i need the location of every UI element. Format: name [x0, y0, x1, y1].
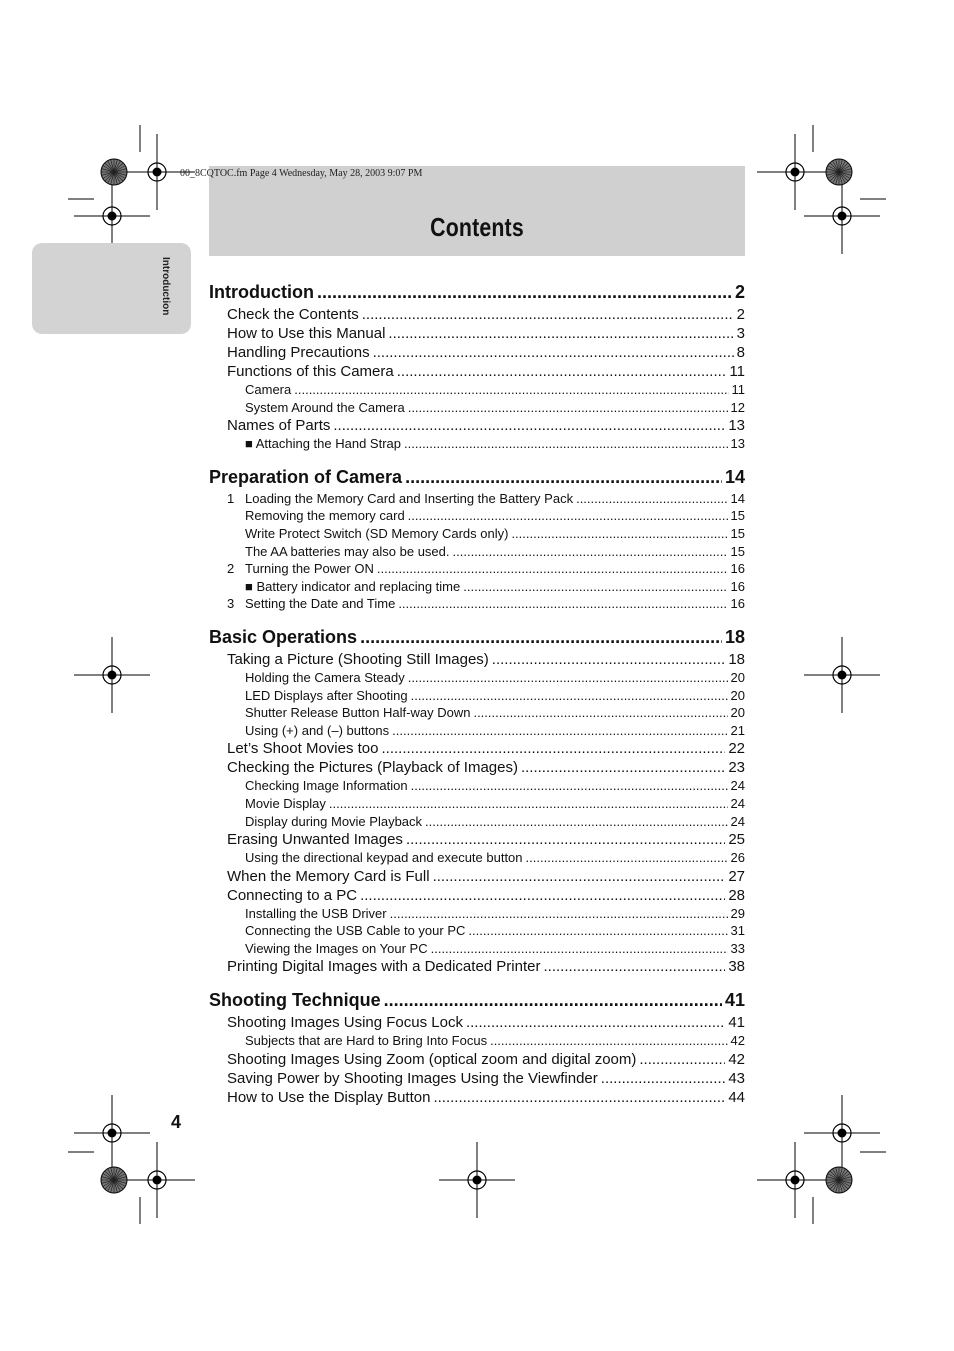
dot-leader [317, 282, 732, 303]
toc-step-number: 2 [227, 561, 235, 577]
toc-page-number: 24 [730, 813, 745, 829]
toc-entry[interactable] [209, 579, 745, 597]
registration-target [804, 1095, 880, 1171]
toc-entry[interactable] [209, 958, 745, 977]
toc-page-number: 42 [730, 1033, 745, 1049]
toc-entry-label: Write Protect Switch (SD Memory Cards only) [245, 525, 509, 541]
dot-leader [492, 651, 726, 668]
toc-page-number: 38 [728, 958, 745, 976]
toc-page-number: 14 [724, 466, 745, 487]
dot-leader [397, 363, 727, 380]
toc-entry-label: Preparation of Camera [209, 466, 403, 487]
toc-entry-label: Erasing Unwanted Images [227, 831, 403, 849]
toc-page-number: 8 [736, 344, 745, 361]
toc-page-number: 44 [728, 1089, 745, 1107]
toc-entry-label: ■ Battery indicator and replacing time [245, 578, 461, 594]
toc-page-number: 2 [736, 306, 745, 323]
toc-page-number: 15 [730, 525, 745, 541]
dot-leader [329, 796, 728, 811]
toc-entry[interactable] [209, 850, 745, 868]
toc-entry-label: Shooting Technique [209, 990, 381, 1011]
dot-leader [381, 740, 725, 757]
toc-entry[interactable] [209, 436, 745, 454]
toc-page-number: 16 [730, 578, 745, 594]
dot-leader [639, 1051, 725, 1068]
toc-entry-label [227, 561, 377, 576]
dot-leader [511, 526, 727, 541]
toc-entry[interactable] [209, 508, 745, 526]
dot-leader [433, 868, 726, 885]
toc-section-heading[interactable] [209, 627, 745, 651]
toc-entry[interactable] [209, 561, 745, 579]
dot-leader [453, 544, 728, 559]
toc-page-number: 13 [728, 417, 745, 435]
registration-target [804, 178, 880, 254]
toc-page-number: 24 [730, 778, 745, 794]
toc-entry[interactable] [209, 382, 745, 400]
toc-entry[interactable] [209, 796, 745, 814]
color-sunburst-mark [826, 1167, 852, 1193]
dot-leader [463, 579, 727, 594]
section-gap [209, 614, 745, 627]
toc-entry-label: Removing the memory card [245, 508, 405, 524]
toc-entry[interactable] [209, 344, 745, 363]
toc-page-number: 14 [730, 490, 745, 506]
toc-page-number: 18 [724, 626, 745, 647]
toc-entry-label: How to Use the Display Button [227, 1089, 431, 1107]
toc-page-number: 15 [730, 543, 745, 559]
dot-leader [576, 491, 727, 506]
toc-entry-label: How to Use this Manual [227, 325, 386, 342]
toc-entry-label: The AA batteries may also be used. [245, 543, 450, 559]
toc-page-number: 26 [730, 850, 745, 866]
toc-page-number: 42 [728, 1051, 745, 1069]
registration-target [439, 1142, 515, 1218]
toc-entry[interactable] [209, 906, 745, 924]
toc-entry[interactable] [209, 778, 745, 796]
toc-entry-label: Checking Image Information [245, 778, 408, 794]
toc-entry-label: Installing the USB Driver [245, 905, 387, 921]
toc-page-number: 41 [728, 1014, 745, 1032]
section-gap [209, 454, 745, 467]
registration-target [74, 1095, 150, 1171]
dot-leader [466, 1014, 725, 1031]
toc-entry-label: Subjects that are Hard to Bring Into Focus [245, 1033, 488, 1049]
dot-leader [411, 778, 728, 793]
toc-page-number: 16 [730, 596, 745, 612]
toc-page-number: 12 [730, 399, 745, 415]
toc-entry-label: Checking the Pictures (Playback of Images) [227, 759, 518, 777]
toc-page-number: 28 [728, 886, 745, 904]
toc-page-number: 24 [730, 795, 745, 811]
toc-entry[interactable] [209, 670, 745, 688]
dot-leader [392, 723, 727, 738]
toc-entry[interactable] [209, 596, 745, 614]
toc-page-number: 20 [730, 669, 745, 685]
toc-entry[interactable] [209, 831, 745, 850]
page-title: Contents [430, 212, 524, 242]
dot-leader [406, 831, 725, 848]
toc-entry-label: Display during Movie Playback [245, 813, 423, 829]
toc-page-number: 23 [728, 759, 745, 777]
toc-page-number: 21 [730, 722, 745, 738]
toc-entry[interactable] [209, 723, 745, 741]
toc-entry-label: Movie Display [245, 795, 326, 811]
file-info: 00_8CQTOC.fm Page 4 Wednesday, May 28, 2003 9:07 PM [180, 168, 423, 179]
toc-entry-label: Using the directional keypad and execute button [245, 850, 523, 866]
section-tab-label: Introduction [160, 257, 171, 316]
toc-entry-label: Functions of this Camera [227, 363, 394, 380]
toc-entry[interactable] [209, 759, 745, 778]
toc-entry[interactable] [209, 1014, 745, 1033]
dot-leader [408, 670, 728, 685]
dot-leader [360, 627, 722, 648]
toc-entry-label: Printing Digital Images with a Dedicated Printer [227, 958, 541, 976]
dot-leader [431, 941, 728, 956]
toc-entry-label: Basic Operations [209, 626, 358, 647]
toc-entry-label: Camera [245, 382, 292, 397]
dot-leader [388, 325, 733, 342]
toc-entry[interactable] [209, 1070, 745, 1089]
toc-entry-label [227, 596, 398, 611]
registration-target [757, 134, 833, 210]
toc-entry-label: Connecting to a PC [227, 886, 358, 904]
toc-page-number: 20 [730, 705, 745, 721]
registration-target [757, 1142, 833, 1218]
toc-entry[interactable] [209, 941, 745, 959]
dot-leader [390, 906, 728, 921]
toc-entry-label: ■ Attaching the Hand Strap [245, 436, 402, 452]
dot-leader [384, 990, 722, 1011]
dot-leader [373, 344, 734, 361]
toc-page-number: 25 [728, 831, 745, 849]
toc-entry[interactable] [209, 688, 745, 706]
toc-entry[interactable] [209, 868, 745, 887]
dot-leader [404, 436, 728, 451]
dot-leader [468, 923, 727, 938]
toc-entry-label: Handling Precautions [227, 344, 370, 361]
toc-page-number: 31 [730, 923, 745, 939]
toc-page-number: 18 [728, 650, 745, 668]
toc-entry[interactable] [209, 651, 745, 670]
dot-leader [521, 759, 725, 776]
color-sunburst-mark [101, 159, 127, 185]
toc-page-number: 20 [730, 687, 745, 703]
toc-section-heading[interactable] [209, 990, 745, 1014]
toc-entry-text: Loading the Memory Card and Inserting the Battery Pack [245, 490, 574, 506]
table-of-contents [209, 282, 745, 1108]
dot-leader [526, 850, 728, 865]
dot-leader [473, 705, 727, 720]
toc-entry-label: Check the Contents [227, 306, 359, 323]
dot-leader [433, 1089, 725, 1106]
dot-leader [398, 596, 727, 611]
toc-page-number: 27 [728, 867, 745, 885]
toc-page-number: 11 [729, 363, 745, 380]
toc-page-number: 11 [731, 382, 745, 397]
toc-section-heading[interactable] [209, 467, 745, 491]
toc-page-number: 13 [730, 436, 745, 452]
toc-entry-label: Names of Parts [227, 417, 331, 435]
toc-page-number: 16 [730, 561, 745, 577]
toc-entry-label: Introduction [209, 282, 314, 302]
color-sunburst-mark [101, 1167, 127, 1193]
dot-leader [360, 887, 725, 904]
toc-entry[interactable] [209, 1033, 745, 1051]
toc-page-number: 15 [730, 508, 745, 524]
dot-leader [490, 1033, 727, 1048]
toc-entry-label: System Around the Camera [245, 399, 405, 415]
toc-entry[interactable] [209, 417, 745, 436]
toc-entry-label: When the Memory Card is Full [227, 867, 430, 885]
toc-entry[interactable] [209, 887, 745, 906]
toc-entry[interactable] [209, 400, 745, 418]
dot-leader [408, 400, 728, 415]
toc-step-number: 1 [227, 490, 235, 506]
color-sunburst-mark [826, 159, 852, 185]
toc-page-number: 33 [730, 940, 745, 956]
toc-page-number: 2 [734, 282, 745, 302]
toc-entry-label: LED Displays after Shooting [245, 687, 408, 703]
dot-leader [411, 688, 728, 703]
toc-entry[interactable] [209, 325, 745, 344]
dot-leader [362, 306, 734, 323]
registration-target [804, 637, 880, 713]
toc-page-number: 41 [724, 990, 745, 1011]
toc-entry-label: Shutter Release Button Half-way Down [245, 705, 471, 721]
toc-entry[interactable] [209, 544, 745, 562]
toc-entry[interactable] [209, 363, 745, 382]
toc-entry[interactable] [209, 923, 745, 941]
toc-entry-label: Let’s Shoot Movies too [227, 740, 379, 758]
toc-page-number: 22 [728, 740, 745, 758]
toc-entry-label: Saving Power by Shooting Images Using the Viewfinder [227, 1070, 598, 1088]
page-number: 4 [171, 1112, 182, 1132]
dot-leader [425, 814, 728, 829]
toc-section-heading[interactable] [209, 282, 745, 306]
registration-target [119, 1142, 195, 1218]
toc-step-number: 3 [227, 596, 235, 612]
toc-entry-label: Shooting Images Using Focus Lock [227, 1014, 463, 1032]
toc-entry-label: Taking a Picture (Shooting Still Images) [227, 650, 489, 668]
toc-entry[interactable] [209, 740, 745, 759]
toc-entry[interactable] [209, 1089, 745, 1108]
toc-page-number: 43 [728, 1070, 745, 1088]
toc-entry[interactable] [209, 814, 745, 832]
toc-entry[interactable] [209, 526, 745, 544]
toc-entry-label: Using (+) and (–) buttons [245, 722, 390, 738]
dot-leader [333, 417, 725, 434]
toc-entry-label: Shooting Images Using Zoom (optical zoom and digital zoom) [227, 1051, 637, 1069]
toc-entry-label [227, 491, 576, 506]
toc-entry[interactable] [209, 705, 745, 723]
toc-entry-label: Connecting the USB Cable to your PC [245, 923, 466, 939]
toc-entry[interactable] [209, 1051, 745, 1070]
toc-entry[interactable] [209, 491, 745, 509]
section-gap [209, 977, 745, 990]
dot-leader [377, 561, 728, 576]
toc-entry-label: Holding the Camera Steady [245, 669, 405, 685]
toc-entry-text: Turning the Power ON [245, 561, 374, 577]
dot-leader [543, 958, 725, 975]
dot-leader [294, 382, 728, 397]
toc-entry-text: Setting the Date and Time [245, 596, 396, 612]
dot-leader [408, 508, 728, 523]
dot-leader [405, 467, 722, 488]
toc-page-number: 3 [736, 325, 745, 342]
toc-entry-label: Viewing the Images on Your PC [245, 940, 428, 956]
dot-leader [601, 1070, 726, 1087]
registration-target [74, 637, 150, 713]
toc-page-number: 29 [730, 905, 745, 921]
toc-entry[interactable] [209, 306, 745, 325]
